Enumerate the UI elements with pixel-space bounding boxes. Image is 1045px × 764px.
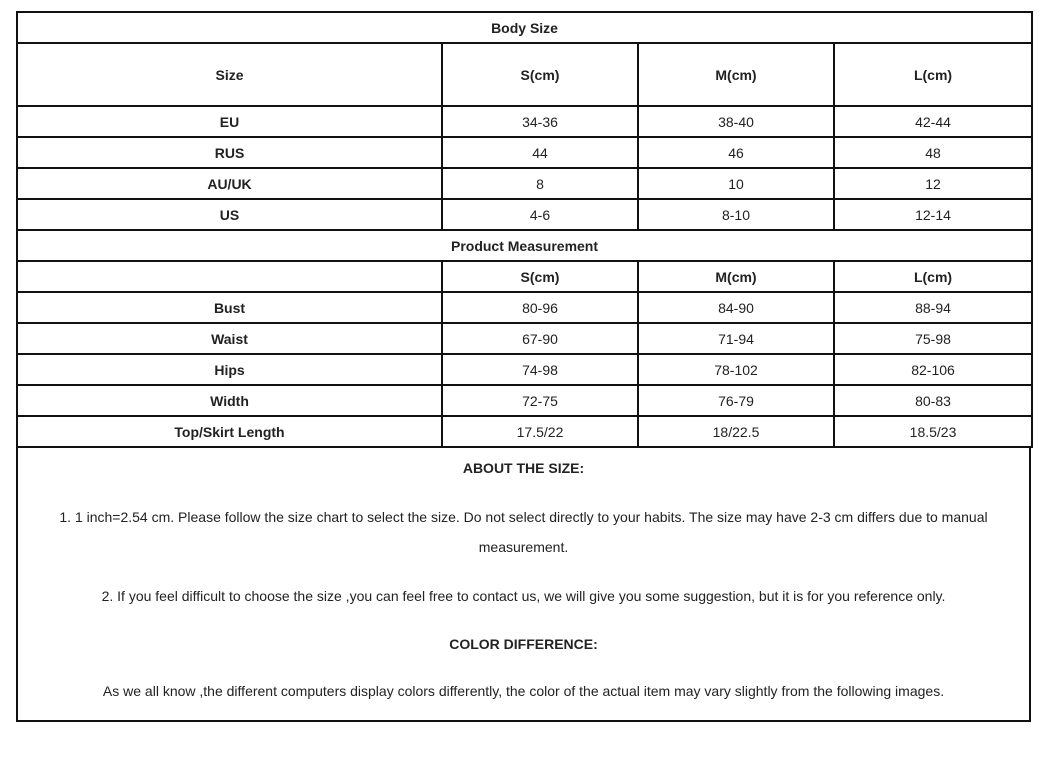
table-cell: 88-94 [834, 292, 1032, 323]
header-cell: L(cm) [834, 43, 1032, 106]
table-cell: 80-96 [442, 292, 638, 323]
body-size-title-row [17, 12, 1032, 43]
row-label: Width [17, 385, 442, 416]
table-row [17, 354, 1032, 385]
table-row [17, 292, 1032, 323]
table-cell: 78-102 [638, 354, 834, 385]
table-cell: 76-79 [638, 385, 834, 416]
header-cell: S(cm) [442, 43, 638, 106]
header-cell [17, 261, 442, 292]
table-cell: 42-44 [834, 106, 1032, 137]
table-cell: 82-106 [834, 354, 1032, 385]
table-row [17, 416, 1032, 447]
table-row [17, 106, 1032, 137]
table-cell: 8-10 [638, 199, 834, 230]
size-notes [16, 448, 1031, 722]
table-cell: 84-90 [638, 292, 834, 323]
header-cell: L(cm) [834, 261, 1032, 292]
row-label: US [17, 199, 442, 230]
header-cell: S(cm) [442, 261, 638, 292]
about-size-note-1-line1: 1. 1 inch=2.54 cm. Please follow the size chart to select the size. Do not select directly to your habits. The size may have 2-3 cm differs due to manual [59, 509, 988, 525]
color-difference-note: As we all know ,the different computers display colors differently, the color of the actual item may vary slightly from the following images. [102, 683, 945, 699]
table-cell: 12-14 [834, 199, 1032, 230]
row-label: Hips [17, 354, 442, 385]
header-cell: M(cm) [638, 261, 834, 292]
table-cell: 75-98 [834, 323, 1032, 354]
table-cell: 80-83 [834, 385, 1032, 416]
product-measurement-title: Product Measurement [17, 230, 1032, 261]
table-row [17, 199, 1032, 230]
row-label: RUS [17, 137, 442, 168]
about-size-heading: ABOUT THE SIZE: [462, 460, 585, 476]
size-chart [16, 11, 1031, 722]
table-cell: 18/22.5 [638, 416, 834, 447]
about-size-note-2: 2. If you feel difficult to choose the size ,you can feel free to contact us, we will give you some suggestion, but it is for you reference only. [101, 588, 946, 604]
row-label: AU/UK [17, 168, 442, 199]
header-cell: M(cm) [638, 43, 834, 106]
table-cell: 4-6 [442, 199, 638, 230]
row-label: Bust [17, 292, 442, 323]
table-row [17, 168, 1032, 199]
table-cell: 72-75 [442, 385, 638, 416]
size-table [16, 11, 1033, 448]
about-size-note-1-line2: measurement. [478, 539, 569, 555]
table-row [17, 137, 1032, 168]
table-cell: 44 [442, 137, 638, 168]
product-header-row [17, 261, 1032, 292]
row-label: Top/Skirt Length [17, 416, 442, 447]
table-cell: 46 [638, 137, 834, 168]
color-difference-heading: COLOR DIFFERENCE: [449, 636, 598, 652]
row-label: Waist [17, 323, 442, 354]
table-cell: 12 [834, 168, 1032, 199]
body-size-header-row [17, 43, 1032, 106]
table-cell: 38-40 [638, 106, 834, 137]
product-measurement-title-row [17, 230, 1032, 261]
table-cell: 67-90 [442, 323, 638, 354]
table-cell: 17.5/22 [442, 416, 638, 447]
body-size-title: Body Size [17, 12, 1032, 43]
table-cell: 8 [442, 168, 638, 199]
row-label: EU [17, 106, 442, 137]
table-cell: 34-36 [442, 106, 638, 137]
table-cell: 10 [638, 168, 834, 199]
table-cell: 18.5/23 [834, 416, 1032, 447]
table-row [17, 323, 1032, 354]
table-cell: 71-94 [638, 323, 834, 354]
table-row [17, 385, 1032, 416]
table-cell: 48 [834, 137, 1032, 168]
table-cell: 74-98 [442, 354, 638, 385]
header-cell: Size [17, 43, 442, 106]
